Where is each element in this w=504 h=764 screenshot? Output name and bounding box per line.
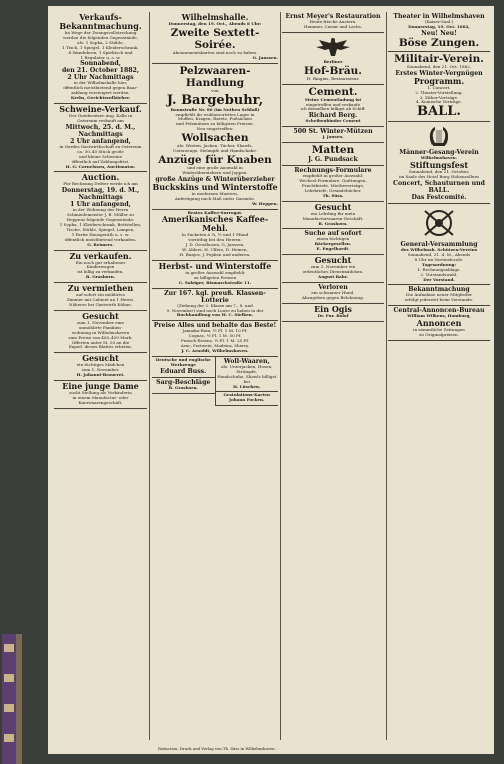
- ad-text: Schmiedemeister J. B. Müller zu: [67, 212, 134, 218]
- ad-headline: Zu vermiethen: [67, 283, 134, 294]
- ad-headline: Wollsachen: [181, 132, 249, 145]
- ad-headline: Gesucht: [82, 353, 119, 364]
- ad-text: 4 Wanduhren, 1 Spieltisch und: [68, 49, 133, 55]
- ad-text: Kurzwaarengeschäft.: [78, 399, 123, 405]
- ad-headline: Auction.: [81, 172, 120, 183]
- ad-date: Donnerstag, 19. d. M.,: [61, 187, 140, 195]
- ad-text: wohnung in Wilhelmshaven: [71, 329, 130, 335]
- ad-signature: Dr. Fur. Rolof: [317, 312, 349, 318]
- ad-text: Kinderwagen: [86, 264, 115, 270]
- ad-text: Manufacturwaaren-Geschäft.: [302, 215, 364, 221]
- ad-text: Punsch-Essenz, ½ Fl. 1 M. 25 Pf.: [180, 338, 250, 344]
- ad-text: zum Preise von 400–450 Mark.: [68, 334, 133, 340]
- ad-date: Nachmittags: [78, 194, 123, 202]
- ad-signature: Der Vorstand.: [423, 276, 455, 282]
- ad-text: Exped. dieses Blattes erbeten.: [68, 344, 133, 350]
- ad-text: 2. Vorstandswahl.: [420, 271, 458, 277]
- classified-ad: [54, 104, 147, 172]
- ad-title: Wilhelmshalle.: [181, 12, 249, 22]
- ad-signature: Eduard Buss.: [160, 367, 207, 375]
- ad-headline: Verloren: [318, 283, 348, 291]
- ad-headline: Gesucht: [314, 201, 352, 212]
- ad-headline: Gesucht: [314, 255, 352, 266]
- ad-headline: Central-Annoncen-Bureau: [393, 307, 485, 315]
- ad-signature: B. Grashorn.: [318, 220, 348, 226]
- ad-text: vorräthig bei den Herren:: [188, 237, 242, 243]
- ad-headline: Verkaufs-Bekanntmachung.: [59, 12, 142, 31]
- ad-text: Im Wege der Zwangsvollstreckung: [64, 30, 137, 35]
- ad-text: eingetroffen und verkaufe: [305, 101, 361, 107]
- ad-headline: Suche auf sofort: [304, 230, 362, 238]
- ad-signature: Johann Focken.: [229, 397, 265, 403]
- ad-title: Männer-Gesang-Verein: [399, 149, 479, 157]
- ad-text: zum 1. November eine: [77, 319, 124, 325]
- ad-headline: Buckskins und Winterstoffe: [152, 181, 278, 192]
- ad-headline: Eine junge Dame: [62, 381, 139, 392]
- ad-headline: Woll-Waaren,: [223, 357, 270, 365]
- ad-headline: große Anzüge & Winterüberzieher: [155, 175, 275, 183]
- ad-lotterie: [152, 289, 278, 322]
- ad-headline: Cement.: [308, 85, 358, 98]
- column-1: [54, 12, 147, 744]
- ad-text: einen tüchtigen: [316, 236, 350, 242]
- ad-text: Anfertigung nach Maß unter Garantie.: [174, 195, 256, 201]
- ad-pelzwaaren: [152, 64, 278, 210]
- ad-muetzen: [282, 127, 384, 143]
- classified-ad: [54, 353, 147, 381]
- ad-headline: Stiftungsfest: [409, 160, 469, 171]
- ad-text: Handschuhe, Shawls billigst bei: [217, 373, 277, 384]
- ad-name: J. Bargebuhr,: [166, 92, 264, 108]
- ad-text: öffentlich auf Zahlungsfrist.: [71, 158, 130, 164]
- crossed-rifles-wreath-icon: [419, 207, 459, 239]
- ad-text: in der Wohnung des Herrn: [72, 207, 129, 213]
- ad-text: von: [211, 87, 219, 93]
- ad-date: Donnerstag, 19. Oct. 1882,: [408, 23, 470, 29]
- ad-signature: H. Johanni-Brauerei.: [76, 372, 125, 378]
- ad-headline: Deutsche und englische Werkzeuge: [155, 356, 211, 367]
- ad-text: 1 Regulator u. s. w.: [80, 54, 121, 60]
- column-2: [152, 12, 278, 744]
- ad-date: Sonnabend, den 21. Oct. 1882,: [406, 63, 472, 69]
- ad-gratulation: [216, 392, 279, 406]
- ad-text: (Ziehung der 2. Klasse am 7., 8. und: [177, 302, 253, 308]
- ad-headline: 500 St. Winter-Mützen: [293, 128, 373, 136]
- ad-text: Scheibenbinder Cement: [305, 118, 361, 124]
- ad-headline: Schweine-Verkauf.: [59, 104, 142, 115]
- ad-headline: BALL.: [417, 104, 461, 120]
- ad-text: empfiehlt in großer Auswahl:: [302, 173, 364, 179]
- ad-matten: [282, 143, 384, 166]
- column-rule: [149, 12, 150, 740]
- ad-text: Neu eingetroffen:: [196, 126, 234, 132]
- ad-militair-verein: [388, 52, 490, 123]
- ad-headline: Preise Alles und behalte das Beste!: [153, 322, 277, 330]
- ad-text: Neu! Neu!: [421, 29, 457, 37]
- ad-text: Näheres bei Gastwirth Kühne.: [69, 302, 132, 307]
- ad-text: werden die folgenden Gegenstände,: [62, 34, 138, 40]
- ad-text: als: 1 Sopha, 2 Stühle,: [77, 39, 124, 45]
- column-4: [388, 12, 490, 744]
- ad-text: William Wilkens, Hamburg,: [407, 313, 471, 319]
- ad-text: 1. Concert.: [427, 84, 451, 90]
- ad-signature: C. Salziger, Bismarckstraße 11.: [178, 279, 252, 285]
- ad-text: Abzugeben gegen Belohnung.: [301, 294, 365, 300]
- ad-bekanntmachung: [388, 285, 490, 306]
- ad-headline: General-Versammlung: [400, 241, 478, 249]
- ad-headline: Sarg-Beschläge: [156, 378, 211, 386]
- ad-einog: [282, 304, 384, 322]
- ad-date: Donnerstag, den 19. Oct., Abends 8 Uhr:: [168, 21, 262, 26]
- classified-ad: [54, 172, 147, 250]
- newspaper-page: [48, 6, 494, 754]
- ad-hofbraeu: [282, 33, 384, 85]
- ad-text: zum 1. November ein: [310, 264, 356, 270]
- ad-text: 1 Partie Hausgeräth u. s. w.: [71, 231, 130, 237]
- ad-row: [152, 357, 278, 406]
- ad-text: Der Gutsbesitzer Aug. Kalle in: [68, 113, 133, 119]
- ad-address: Roonstraße Nr. 86 (im Nothen Schloß): [170, 106, 260, 112]
- ad-signature: Richard Berg.: [308, 112, 358, 120]
- ad-text: empfiehlt ihr wohlassortirtes Lager in: [175, 111, 255, 117]
- ad-signature: H. Lüschen.: [233, 383, 261, 389]
- ad-signature: B. Grashorn.: [85, 274, 116, 280]
- ad-text: ordentliches Dienstmädchen.: [302, 269, 364, 275]
- ad-text: Hummer, Caviar und Lachs.: [303, 23, 363, 29]
- ad-signature: E. Engelhardt.: [316, 246, 350, 252]
- ad-text: J. D. Grosthusen, G. Janssen,: [185, 242, 245, 248]
- ad-headline: Zur 167. kgl. preuß. Klassen-Lotterie: [164, 289, 266, 304]
- ad-headline: Annoncen: [416, 318, 462, 329]
- ad-text: in sämmtliche Zeitungen: [413, 327, 465, 333]
- ad-text: Unterzeuge, Strümpfe und Handschuhe.: [172, 148, 258, 154]
- ad-text: (Kaiser-Saal.): [424, 19, 454, 24]
- ad-text: Abonnementskarten sind noch zu haben.: [172, 49, 258, 55]
- ad-gesucht-2: [282, 255, 384, 283]
- ad-text: Wilhelmshaven.: [420, 155, 458, 161]
- ad-text: in Gerdes Gastwirthschaft zu Ostersum: [59, 143, 142, 149]
- ad-text: öffentlich meistbietend verkaufen.: [64, 236, 137, 242]
- ad-text: in modernen Mustern,: [191, 190, 239, 196]
- ad-rechnungs-formulare: [282, 166, 384, 202]
- ad-gesucht-1: [282, 202, 384, 230]
- lyre-icon: [426, 125, 452, 147]
- ad-text: als: Unterjacken, Hosen, Strümpfe,: [221, 363, 273, 374]
- ad-schuetzen-verein: [388, 204, 490, 285]
- ad-headline: Hof-Bräu.: [304, 64, 362, 77]
- ad-text: erfolgt jederzeit beim Vorstande.: [404, 297, 474, 303]
- ad-headline: Amerikanisches Kaffee-Mehl.: [161, 214, 269, 234]
- ad-maenner-gesang-verein: [388, 122, 490, 204]
- ad-text: und eine große Auswahl in: [187, 164, 243, 170]
- ad-text: Zimmer mit Cabinet an 1 Herrn.: [66, 297, 135, 303]
- ad-text: Offerten unter M. 50 an die: [71, 339, 130, 345]
- ad-text: Bäckergesellen.: [314, 241, 352, 247]
- ad-wilhelmshalle: [152, 12, 278, 64]
- ad-signature: W. Heppen.: [251, 200, 278, 206]
- ad-headline: Rechnungs-Formulare: [294, 167, 372, 175]
- ad-text: 1 Sopha, 1 Kleiderschrank, Bettstellen,: [59, 222, 142, 228]
- ad-headline: Zweite Sextett-Soirée.: [170, 26, 260, 51]
- ad-text: Tische, Stühle, Spiegel, Lampen,: [66, 226, 135, 232]
- ad-text: Meine Cementladung ist: [304, 96, 362, 102]
- ad-text: Sonnabend, 21. d. M., Abends: [407, 251, 471, 257]
- ad-headline: Militair-Verein.: [394, 52, 484, 65]
- ad-text: zum 1. November.: [81, 367, 120, 373]
- ad-kaffee: [152, 210, 278, 261]
- imprint-footer: Redaction, Druck und Verlag von Th. Süss in Wilhelmshaven.: [158, 745, 276, 751]
- ad-text: zu billigsten Preisen: [193, 274, 237, 280]
- classified-ad: [54, 311, 147, 353]
- ad-headline: Erstes Winter-Vergnügen: [395, 69, 483, 77]
- ad-verloren: [282, 283, 384, 304]
- ad-headline: Sonnabend,: [80, 60, 121, 68]
- ad-date: Nachmittags: [78, 130, 123, 138]
- ad-text: 8 Uhr im Vereinslocale.: [414, 256, 464, 262]
- ad-text: In Packeten à ¼, ½ und 1 Pfund: [181, 232, 249, 238]
- ad-signature: G. Reimers.: [87, 241, 114, 247]
- ad-meyer-restauration: [282, 12, 384, 33]
- ad-text: Muffen, Kragen, Barets, Fußsäcken: [178, 116, 252, 122]
- ad-signature: August Bahr.: [318, 273, 348, 279]
- ad-text: im Saale des Hotel Burg Hohenzollern: [399, 174, 479, 180]
- ad-headline: Matten: [311, 144, 355, 157]
- ad-signature: J. G. Pundsack: [308, 156, 358, 164]
- ad-text: Heppens folgende Gegenstände:: [66, 217, 135, 223]
- ad-right-stack: [216, 357, 279, 406]
- ad-text: zu Originalpreisen.: [419, 332, 459, 338]
- ad-text: Wechsel-Formulare, Quittungen,: [299, 178, 367, 184]
- ad-signature: B. Grashorn.: [168, 384, 198, 390]
- ad-signature: H. G. Cornelssen, Auctionator.: [65, 163, 136, 169]
- ad-headline: Zu verkaufen.: [69, 250, 132, 261]
- ad-title: Theater in Wilhelmshaven: [393, 13, 485, 20]
- ad-text: Heute frische Austern.: [309, 19, 357, 24]
- ad-headline: Gesucht: [82, 310, 119, 321]
- ad-signature: J. C. Arnoldt, Wilhelmshaven.: [181, 348, 249, 353]
- ad-signature: H. Ringius, Restaurateur.: [306, 75, 360, 81]
- ad-headline: Programm.: [413, 75, 465, 86]
- ad-text: Ostersum verkauft am: [77, 117, 124, 123]
- ad-text: Frachtbriefe, Mietheverträge,: [301, 182, 365, 188]
- ad-text: als: Westen, Jacken, Tücher, Shawls,: [177, 143, 253, 149]
- scan-tape-strip: [0, 634, 40, 764]
- ad-text: und kleine Schweine: [78, 153, 123, 159]
- ad-text: Bestes Kaffee-Surrogat.: [187, 209, 243, 215]
- ad-text: Cognac, ½ Fl. 1 M. 50 Pf.: [188, 333, 242, 339]
- ad-text: ich denselben billigst ab Schiff.: [300, 106, 366, 112]
- column-3: [282, 12, 384, 744]
- ad-title: Pelzwaaren-Handlung: [179, 64, 251, 89]
- ad-signature: J. Jansen.: [322, 134, 344, 140]
- ad-text: zahlung versteigert werden.: [71, 90, 130, 96]
- ad-text: Winterüberziehern und Joppen.: [182, 169, 248, 175]
- column-rule: [386, 12, 387, 740]
- ad-text: sucht Stellung als Verkäuferin: [69, 390, 132, 396]
- ad-text: 4. Komische Vorträge.: [416, 99, 462, 105]
- ad-signature: Buchhandlung von W. C. Siefken.: [176, 312, 254, 318]
- ad-text: W. Ahlers, H. Ulfers, D. Heinen,: [182, 247, 248, 253]
- classified-ad: [54, 381, 147, 409]
- ad-text: 1 Tisch, 1 Spiegel, 1 Kleiderschrank,: [62, 44, 139, 50]
- ad-headline: Gratulations-Karten: [223, 392, 270, 398]
- ad-date: 2 Uhr Nachmittags: [67, 74, 134, 82]
- ad-wollwaaren: [216, 357, 279, 393]
- ad-text: ca. 30–40 Stück große: [77, 148, 124, 154]
- ad-sarg: [152, 378, 215, 394]
- classified-ad: [54, 251, 147, 284]
- ad-text: ein Lehrling für mein: [310, 210, 356, 216]
- ad-text: Tagesordnung:: [421, 261, 457, 267]
- ad-suche: [282, 229, 384, 255]
- column-rule: [280, 12, 281, 740]
- ad-headline: Anzüge für Knaben: [158, 153, 272, 166]
- ad-herbststoffe: [152, 261, 278, 289]
- ad-headline: Herbst- und Winterstoffe: [158, 260, 272, 271]
- ad-headline: Bekanntmachung: [408, 286, 470, 294]
- ad-signature: G. Janssen.: [252, 54, 278, 60]
- ad-headline: Ein Ogis: [314, 303, 352, 314]
- ad-text: Die Aufnahme neuer Mitglieder: [406, 292, 472, 298]
- ad-text: in einem Manufactur- oder: [72, 394, 129, 400]
- ad-text: Sonnabend, den 21. October,: [408, 169, 470, 175]
- ad-central-annoncen: [388, 306, 490, 341]
- ad-text: auf sofort ein möblirtes: [76, 292, 125, 298]
- ad-text: in der Wilhelmshalle hier,: [73, 80, 128, 86]
- ad-text: ist billig zu verkaufen.: [77, 269, 124, 275]
- ad-text: 9. November) sind noch Loose zu haben in der: [166, 307, 264, 313]
- ad-text: unmöblirte Familien-: [78, 324, 123, 330]
- ad-text: Jamaika-Rum, ½ Fl. 1 M. 10 Pf.: [182, 328, 248, 334]
- ad-text: H. Bunjes, J. Popken und anderen.: [179, 252, 251, 258]
- ad-text: 1. Rechnungsablage.: [417, 266, 461, 272]
- ad-theater: [388, 12, 490, 52]
- ad-date: 2 Uhr anfangend,: [70, 137, 131, 145]
- ad-signature: Das Festcomité.: [411, 194, 467, 202]
- ad-preise: [152, 321, 278, 357]
- eagle-icon: [313, 36, 353, 58]
- ad-date: Mittwoch, 25. d. M.,: [65, 123, 136, 131]
- classified-ad: [54, 283, 147, 311]
- ad-text: Für Rechnung Dritter werde ich am: [63, 181, 138, 187]
- ad-text: Lehrbriefe, Gesindebücher.: [304, 187, 362, 193]
- ad-text: ein schwarzer Hund.: [311, 289, 355, 295]
- ad-werkzeuge: [152, 357, 215, 378]
- ad-headline: Concert, Schauturnen und BALL.: [393, 180, 485, 195]
- ad-text: und Pelzmützen zu billigsten Preisen.: [176, 121, 254, 127]
- ad-date: den 21. October 1882,: [61, 67, 140, 75]
- ad-date: 1 Uhr anfangend,: [70, 201, 131, 209]
- ad-cement: [282, 85, 384, 128]
- ad-text: ein tüchtiges Mädchen: [76, 362, 125, 368]
- ad-text: des Wilhelmsh. Schützen-Vereins: [400, 247, 478, 253]
- ad-text: Arac, Portwein, Madeira, Sherry.: [180, 343, 250, 349]
- ad-left-stack: [152, 357, 216, 406]
- ad-text: 2. Theater-Vorstellung.: [415, 89, 463, 95]
- ad-signature: Krebs, Gerichtsvollzieher.: [70, 95, 131, 101]
- ad-text: Berliner: [323, 58, 343, 64]
- ad-text: 3. Zither-Vorträge.: [419, 94, 459, 100]
- ad-signature: Th. Süss.: [322, 192, 344, 198]
- ad-headline: Böse Zungen.: [398, 36, 480, 49]
- ad-text: Ein noch gut erhaltener: [75, 259, 126, 265]
- ad-text: öffentlich meistbietend gegen Baar-: [63, 85, 138, 91]
- classified-ad: [54, 12, 147, 104]
- ad-title: Ernst Meyer's Restauration: [285, 13, 381, 20]
- ad-text: in großer Auswahl empfiehlt: [185, 269, 245, 275]
